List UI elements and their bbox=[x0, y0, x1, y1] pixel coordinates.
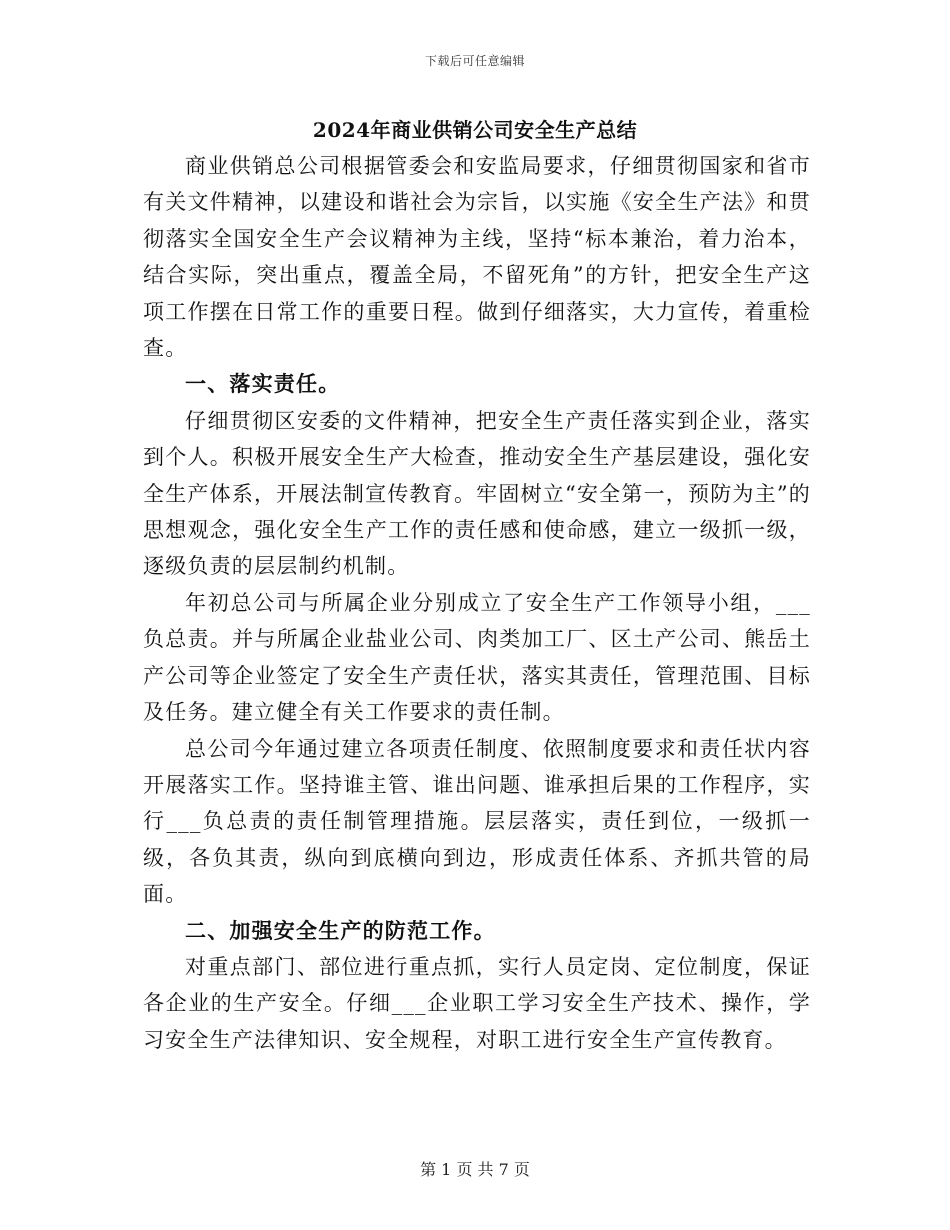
document-body bbox=[143, 148, 811, 1058]
section-heading-2: 二、加强安全生产的防范工作。 bbox=[185, 917, 496, 943]
paragraph-3: 总公司今年通过建立各项责任制度、依照制度要求和责任状内容开展落实工作。坚持谁主管、谁出问题、谁承担后果的工作程序，实行___负总责的责任制管理措施。层层落实，责任到位，一级抓一级，各负其责，纵向到底横向到边，形成责任体系、齐抓共管的局面。 bbox=[143, 736, 811, 907]
paragraph-2: 年初总公司与所属企业分别成立了安全生产工作领导小组，___负总责。并与所属企业盐业公司、肉类加工厂、区土产公司、熊岳土产公司等企业签定了安全生产责任状，落实其责任，管理范围、目标及任务。建立健全有关工作要求的责任制。 bbox=[143, 590, 811, 725]
intro-paragraph: 商业供销总公司根据管委会和安监局要求，仔细贯彻国家和省市有关文件精神，以建设和谐社会为宗旨，以实施《安全生产法》和贯彻落实全国安全生产会议精神为主线，坚持“标本兼治，着力治本，结合实际，突出重点，覆盖全局，不留死角”的方针，把安全生产这项工作摆在日常工作的重要日程。做到仔细落实，大力宣传，着重检查。 bbox=[143, 154, 811, 361]
section-heading-1: 一、落实责任。 bbox=[185, 371, 341, 397]
paragraph-4: 对重点部门、部位进行重点抓，实行人员定岗、定位制度，保证各企业的生产安全。仔细___企业职工学习安全生产技术、操作，学习安全生产法律知识、安全规程，对职工进行安全生产宣传教育。 bbox=[143, 954, 811, 1052]
paragraph-1: 仔细贯彻区安委的文件精神，把安全生产责任落实到企业，落实到个人。积极开展安全生产大检查，推动安全生产基层建设，强化安全生产体系，开展法制宣传教育。牢固树立“安全第一，预防为主”的思想观念，强化安全生产工作的责任感和使命感，建立一级抓一级，逐级负责的层层制约机制。 bbox=[143, 408, 811, 579]
header-note: 下载后可任意编辑 bbox=[424, 54, 525, 68]
page-number: 第 1 页 共 7 页 bbox=[420, 1160, 530, 1179]
document-title: 2024年商业供销公司安全生产总结 bbox=[312, 118, 638, 142]
